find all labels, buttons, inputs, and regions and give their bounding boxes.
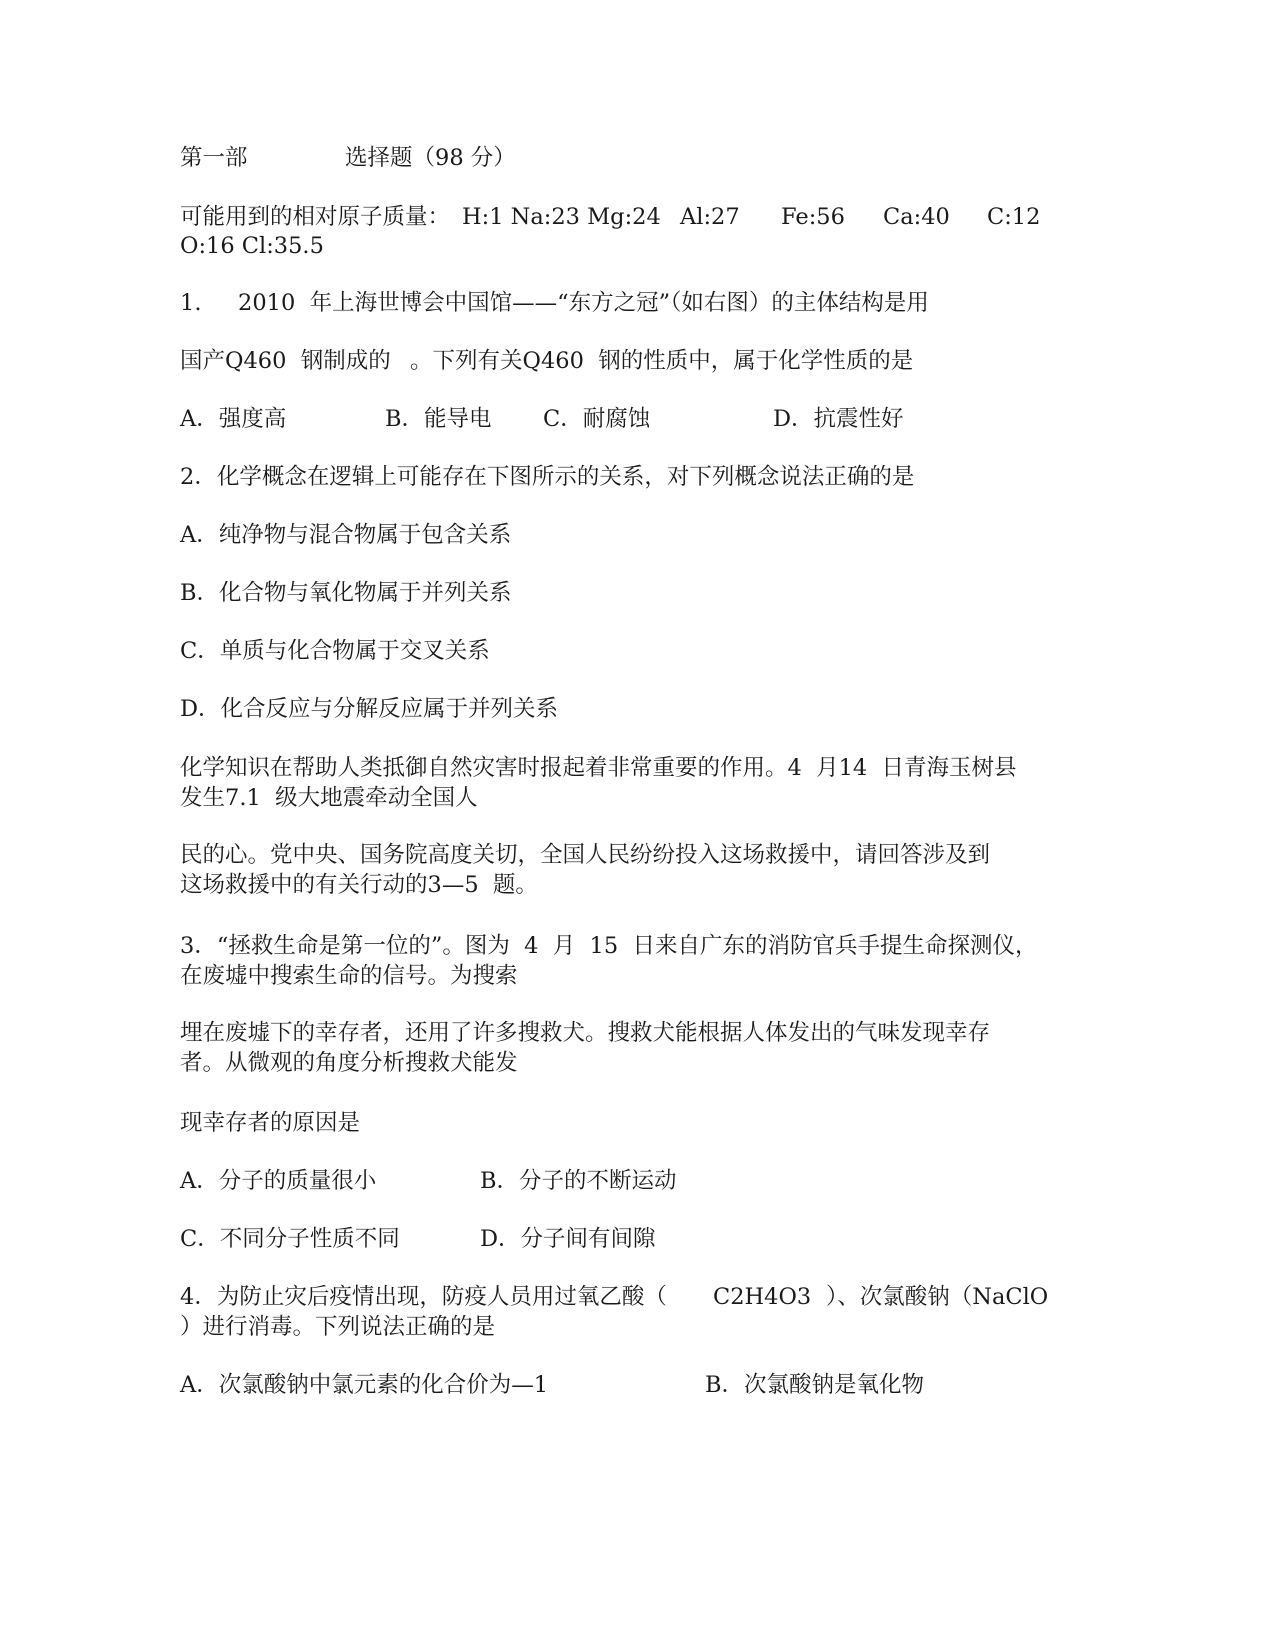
- section-title: 选择题（98 分）: [345, 145, 516, 171]
- q2-option-a: A．纯净物与混合物属于包含关系: [180, 522, 512, 548]
- q3-stem-line2: 在废墟中搜索生命的信号。为搜索: [180, 963, 518, 989]
- q2-option-c: C．单质与化合物属于交叉关系: [180, 638, 490, 664]
- q3-option-a: A．分子的质量很小: [180, 1168, 377, 1194]
- q1-number: 1.: [180, 290, 202, 316]
- q2-stem: 2．化学概念在逻辑上可能存在下图所示的关系，对下列概念说法正确的是: [180, 464, 915, 490]
- q3-stem-line5: 现幸存者的原因是: [180, 1110, 361, 1136]
- q3-option-b: B．分子的不断运动: [480, 1168, 677, 1194]
- intro-p2-line1: 民的心。党中央、国务院高度关切，全国人民纷纷投入这场救援中，请回答涉及到: [180, 842, 991, 868]
- atomic-mass-ca: Ca:40: [883, 204, 950, 230]
- q3-stem-line3: 埋在废墟下的幸存者，还用了许多搜救犬。搜救犬能根据人体发出的气味发现幸存: [180, 1020, 991, 1046]
- section-part: 第一部: [180, 145, 248, 171]
- q4-option-a: A．次氯酸钠中氯元素的化合价为—1: [180, 1372, 549, 1398]
- q1-stem-line2b: 。下列有关Q460 钢的性质中，属于化学性质的是: [410, 348, 914, 374]
- atomic-mass-line2: O:16 Cl:35.5: [180, 233, 324, 259]
- q4-option-b: B．次氯酸钠是氧化物: [705, 1372, 925, 1398]
- intro-p1-line1: 化学知识在帮助人类抵御自然灾害时报起着非常重要的作用。4 月14 日青海玉树县: [180, 755, 1017, 781]
- atomic-mass-label: 可能用到的相对原子质量：: [180, 204, 451, 230]
- q4-stem-line1a: 4．为防止灾后疫情出现，防疫人员用过氧乙酸（: [180, 1284, 667, 1310]
- q3-stem-line4: 者。从微观的角度分析搜救犬能发: [180, 1050, 518, 1076]
- atomic-mass-al: Al:27: [680, 204, 740, 230]
- atomic-mass-c: C:12: [987, 204, 1041, 230]
- q1-option-b: B．能导电: [385, 406, 492, 432]
- q1-stem-line2a: 国产Q460 钢制成的: [180, 348, 391, 374]
- q3-stem-line1: 3．“拯救生命是第一位的”。图为 4 月 15 日来自广东的消防官兵手提生命探测仪，: [180, 933, 1038, 959]
- q4-stem-line2: ）进行消毒。下列说法正确的是: [180, 1314, 496, 1340]
- q2-option-b: B．化合物与氧化物属于并列关系: [180, 580, 512, 606]
- q1-option-d: D．抗震性好: [773, 406, 904, 432]
- q1-option-c: C．耐腐蚀: [543, 406, 651, 432]
- q1-stem-line1: 2010 年上海世博会中国馆——“东方之冠”（如右图）的主体结构是用: [238, 290, 929, 316]
- q4-formula: C2H4O3: [713, 1284, 812, 1310]
- q3-option-d: D．分子间有间隙: [480, 1226, 656, 1252]
- intro-p2-line2: 这场救援中的有关行动的3—5 题。: [180, 872, 538, 898]
- intro-p1-line2: 发生7.1 级大地震牵动全国人: [180, 785, 478, 811]
- atomic-mass-group-1: H:1 Na:23 Mg:24: [462, 204, 661, 230]
- atomic-mass-fe: Fe:56: [781, 204, 845, 230]
- q1-option-a: A．强度高: [180, 406, 287, 432]
- q4-stem-line1c: ）、次氯酸钠（NaClO: [826, 1284, 1049, 1310]
- q3-option-c: C．不同分子性质不同: [180, 1226, 400, 1252]
- q2-option-d: D．化合反应与分解反应属于并列关系: [180, 696, 559, 722]
